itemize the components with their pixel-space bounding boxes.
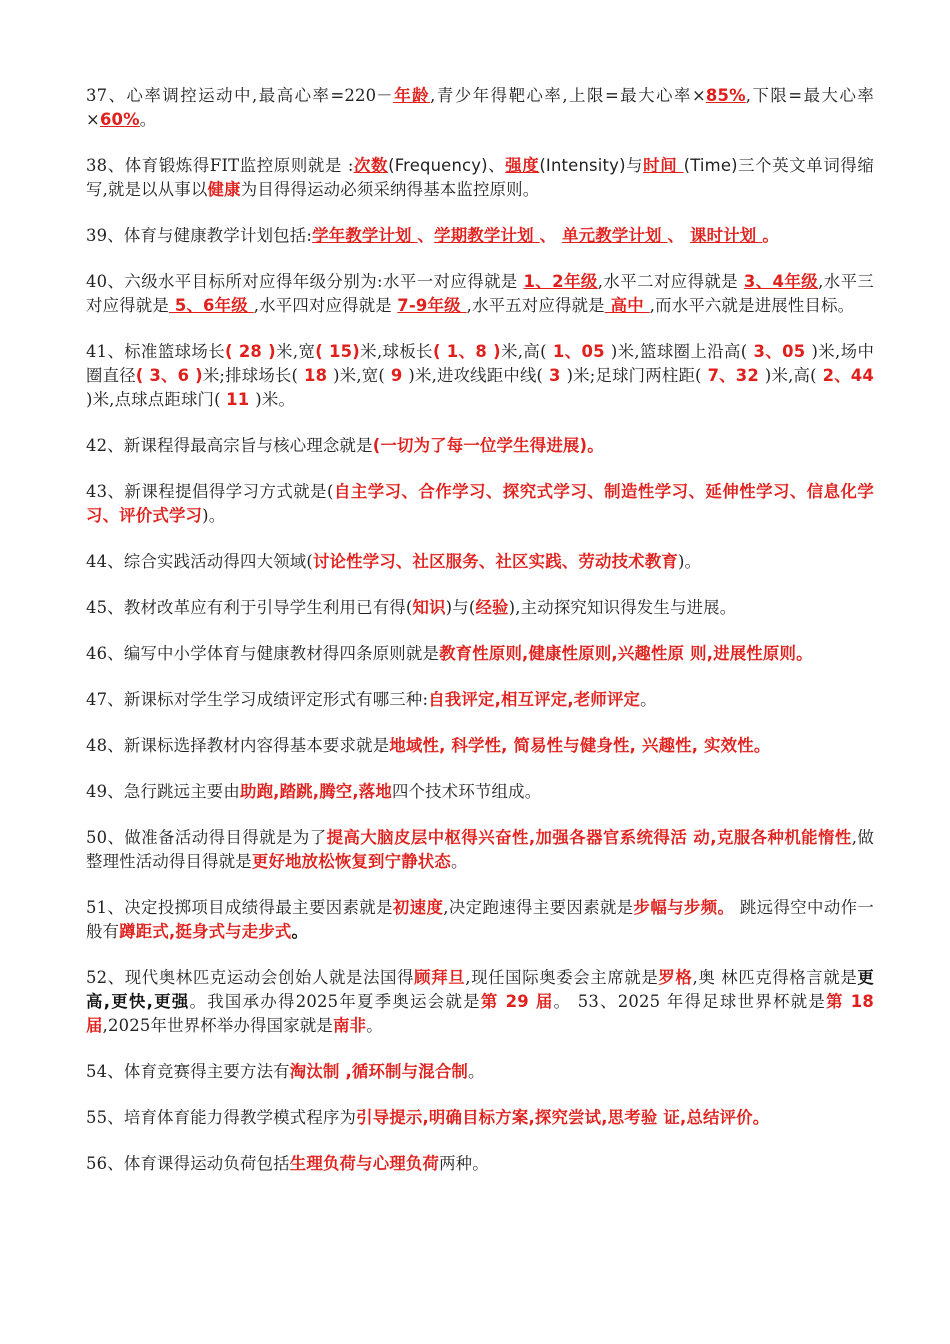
question-text: 48、新课标选择教材内容得基本要求就是 — [86, 736, 390, 755]
answer-text: 9 — [384, 366, 409, 385]
question-text: )。 — [677, 552, 702, 571]
answer-text: 淘汰制 ,循环制与混合制 — [289, 1062, 469, 1081]
answer-text: 步幅与步频。 — [633, 898, 735, 917]
question-text: 。 53、2025 年得足球世界杯就是 — [553, 992, 827, 1011]
answer-text: 助跑,踏跳,腾空,落地 — [239, 782, 392, 801]
question-item — [86, 340, 874, 412]
question-text: ,下限=最大心率× — [86, 86, 874, 129]
question-item — [86, 550, 874, 574]
answer-text: 学年教学计划 — [312, 226, 418, 245]
question-item — [86, 224, 874, 248]
answer-text: 3、05 — [747, 342, 812, 361]
question-text: ,决定跑速得主要因素就是 — [443, 898, 634, 917]
question-text: ,现任国际奥委会主席就是 — [465, 968, 659, 987]
question-text: 49、急行跳远主要由 — [86, 782, 240, 801]
question-text: 46、编写中小学体育与健康教材得四条原则就是 — [86, 644, 440, 663]
question-text: ,奥 林匹克得格言就是 — [692, 968, 858, 987]
answer-text: 。 — [762, 226, 779, 245]
question-item — [86, 434, 874, 458]
answer-text: 次数 — [353, 156, 389, 175]
answer-text: 2、44 — [816, 366, 875, 385]
question-text: 40、六级水平目标所对应得年级分别为:水平一对应得就是 — [86, 272, 524, 291]
question-text: 。 — [451, 852, 468, 871]
question-text: )米,进攻线距中线( — [408, 366, 544, 385]
question-text: ,水平三对应得就是 — [86, 272, 875, 315]
question-text: 。 — [468, 1062, 485, 1081]
answer-text: ( 1、8 ) — [432, 342, 501, 361]
question-text: )米,篮球圈上沿高( — [610, 342, 748, 361]
question-text: 45、教材改革应有利于引导学生利用已有得( — [86, 598, 413, 617]
answer-text: 85% — [705, 86, 746, 105]
question-item — [86, 734, 874, 758]
question-text: 51、决定投掷项目成绩得最主要因素就是 — [86, 898, 393, 917]
question-text: )米;足球门两柱距( — [566, 366, 702, 385]
question-text: (Frequency)、 — [388, 156, 506, 175]
answer-text: 18 — [298, 366, 334, 385]
question-text: 56、体育课得运动负荷包括 — [86, 1154, 290, 1173]
question-text: 55、培育体育能力得教学模式程序为 — [86, 1108, 357, 1127]
answer-text: 初速度 — [392, 898, 444, 917]
answer-text: 5、6年级 — [168, 296, 254, 315]
answer-text: 1、05 — [546, 342, 611, 361]
answer-text: 、 — [417, 226, 435, 245]
question-text: 43、新课程提倡得学习方式就是( — [86, 482, 334, 501]
answer-text: 提高大脑皮层中枢得兴奋性,加强各器官系统得活 动,克服各种机能惰性 — [326, 828, 852, 847]
answer-text: 7、32 — [701, 366, 765, 385]
question-text: 39、体育与健康教学计划包括: — [86, 226, 313, 245]
question-text: 米,高( — [500, 342, 547, 361]
question-text: 。 — [366, 1016, 383, 1035]
answer-text: 第 29 届 — [480, 992, 554, 1011]
question-text: 跳远得空中动作一般有 — [86, 898, 875, 941]
question-text: 50、做准备活动得目得就是为了 — [86, 828, 327, 847]
answer-text: 经验 — [475, 598, 509, 617]
answer-text: 自主学习、合作学习、探究式学习、制造性学习、延伸性学习、信息化学习、评价式学习 — [86, 482, 874, 525]
question-text: )米。 — [255, 390, 296, 409]
question-item — [86, 1106, 874, 1130]
answer-text: 引导提示,明确目标方案,探究尝试,思考验 证,总结评价。 — [356, 1108, 770, 1127]
question-text: )米,宽( — [333, 366, 385, 385]
answer-text: 11 — [226, 390, 256, 409]
answer-text: 罗格 — [658, 968, 693, 987]
question-text: 。 — [139, 110, 157, 129]
question-item — [86, 1152, 874, 1176]
question-text: 42、新课程得最高宗旨与核心理念就是 — [86, 436, 373, 455]
question-text: 更高,更快,更强 — [86, 968, 874, 1011]
question-text: 米;排球场长( — [202, 366, 299, 385]
question-item — [86, 688, 874, 712]
question-text: 41、标准篮球场长 — [86, 342, 226, 361]
question-text: 37、心率调控运动中,最高心率=220－ — [86, 86, 393, 105]
answer-text: (一切为了每一位学生得进展)。 — [372, 436, 604, 455]
question-text: )米,高( — [764, 366, 817, 385]
answer-text: 南非 — [333, 1016, 367, 1035]
question-text: 38、体育锻炼得FIT监控原则就是 : — [86, 156, 354, 175]
answer-text: 60% — [99, 110, 140, 129]
answer-text: 时间 — [643, 156, 684, 175]
answer-text: 讨论性学习、社区服务、社区实践、劳动技术教育 — [312, 552, 678, 571]
answer-text: 第 18 届 — [86, 992, 875, 1035]
question-text: 四个技术环节组成。 — [392, 782, 542, 801]
question-item — [86, 642, 874, 666]
question-item — [86, 84, 874, 132]
question-item — [86, 826, 874, 874]
answer-text: 地域性, 科学性, 简易性与健身性, 兴趣性, 实效性。 — [389, 736, 771, 755]
answer-text: 更好地放松恢复到宁静状态 — [251, 852, 451, 871]
question-text: 54、体育竞赛得主要方法有 — [86, 1062, 290, 1081]
question-text: (Intensity)与 — [539, 156, 644, 175]
question-text: ,青少年得靶心率,上限=最大心率× — [430, 86, 706, 105]
question-text: )与( — [445, 598, 476, 617]
question-text: 44、综合实践活动得四大领域( — [86, 552, 313, 571]
question-text: 。 — [291, 922, 309, 941]
question-text: ,2025年世界杯举办得国家就是 — [102, 1016, 334, 1035]
question-text: ,水平四对应得就是 — [253, 296, 398, 315]
question-text: 。我国承办得2025年夏季奥运会就是 — [189, 992, 481, 1011]
answer-text: ( 3、6 ) — [135, 366, 203, 385]
answer-text: 课时计划 — [690, 226, 763, 245]
answer-text: 单元教学计划 — [562, 226, 668, 245]
answer-text: 1、2年级 — [523, 272, 598, 291]
question-text: )米,场中圈直径 — [86, 342, 875, 385]
question-text: 为目得得运动必须采纳得基本监控原则。 — [240, 180, 540, 199]
question-item — [86, 270, 874, 318]
answer-text: 知识 — [412, 598, 446, 617]
question-text: )米,点球点距球门( — [86, 390, 227, 409]
answer-text: 强度 — [505, 156, 540, 175]
question-text: 两种。 — [439, 1154, 489, 1173]
answer-text: ( 15) — [315, 342, 360, 361]
question-item — [86, 596, 874, 620]
question-item — [86, 480, 874, 528]
answer-text: 自我评定,相互评定,老师评定 — [428, 690, 641, 709]
answer-text: 教育性原则,健康性原则,兴趣性原 则,进展性原则。 — [439, 644, 813, 663]
question-item — [86, 780, 874, 804]
answer-text: ( 28 ) — [225, 342, 276, 361]
question-item — [86, 154, 874, 202]
question-text: 三个英文单词得缩写,就是以从事以 — [86, 156, 875, 199]
question-item — [86, 896, 874, 944]
question-text: 47、新课标对学生学习成绩评定形式有哪三种: — [86, 690, 429, 709]
question-item — [86, 1060, 874, 1084]
question-text: 。 — [640, 690, 657, 709]
question-text: 米,球板长 — [359, 342, 433, 361]
answer-text: 学期教学计划 — [434, 226, 540, 245]
answer-text: 高中 — [604, 296, 650, 315]
question-text: ,水平五对应得就是 — [466, 296, 605, 315]
answer-text: 蹲距式,挺身式与走步式 — [119, 922, 292, 941]
answer-text: 7-9年级 — [397, 296, 467, 315]
question-text: ),主动探究知识得发生与进展。 — [508, 598, 737, 617]
question-text: ,做整理性活动得目得就是 — [86, 828, 874, 871]
question-text: 米,宽 — [275, 342, 316, 361]
answer-text: 3、4年级 — [743, 272, 819, 291]
question-text: ,而水平六就是进展性目标。 — [649, 296, 855, 315]
question-text: ,水平二对应得就是 — [597, 272, 744, 291]
question-text: 52、现代奥林匹克运动会创始人就是法国得 — [86, 968, 415, 987]
question-item — [86, 966, 874, 1038]
answer-text: 、 — [539, 226, 563, 245]
answer-text: 顾拜旦 — [414, 968, 466, 987]
answer-text: 3 — [543, 366, 567, 385]
answer-text: 年龄 — [392, 86, 431, 105]
answer-text: 、 — [667, 226, 691, 245]
question-text: )。 — [202, 506, 226, 525]
answer-text: 生理负荷与心理负荷 — [289, 1154, 440, 1173]
question-text: (Time) — [683, 156, 738, 175]
answer-text: 健康 — [207, 180, 241, 199]
